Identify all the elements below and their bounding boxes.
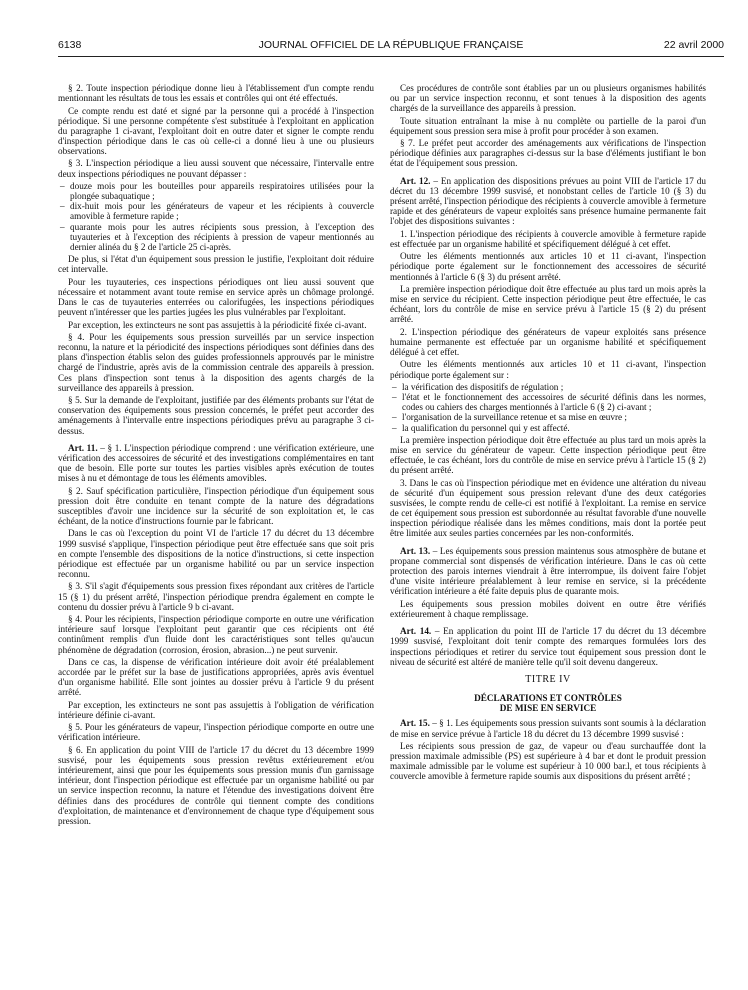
paragraph: [390, 251, 706, 281]
list-item: – quarante mois pour les autres récipients sous pression, à l'exception des tuyauteries et à l'exception des récipients à pression de vapeur mentionnés au dernier alinéa du § 2 de l'article 25 ci-après.: [70, 222, 374, 252]
paragraph: [58, 700, 374, 720]
paragraph-text: De plus, si l'état d'un équipement sous pression le justifie, l'exploitant doit réduire cet intervalle.: [58, 254, 374, 275]
publication-date: 22 avril 2000: [663, 39, 724, 51]
paragraph-text: Pour les tuyauteries, ces inspections périodiques ont lieu aussi souvent que nécessaire et notamment avant toute remise en service après un chômage prolongé. Dans le cas de tuyauteries enterrées ou calorifugées, les inspections périodiques peuvent n'intéresser que les parties jugées les plus vulnérables par l'exploitant.: [58, 276, 374, 318]
paragraph-text: § 4. Pour les récipients, l'inspection périodique comporte en outre une vérification intérieure sauf lorsque l'exploitant peut garantir que ces récipients ont été continûment remplis d'un fluide dont les caractéristiques sont telles qu'aucun phénomène de dégradation (corrosion, érosion, abrasion...) ne peut survenir.: [58, 614, 374, 655]
paragraph: [58, 745, 374, 826]
article-paragraph: [390, 546, 706, 597]
paragraph: [58, 657, 374, 698]
article-number: Art. 14.: [400, 626, 432, 637]
paragraph-text: – Les équipements sous pression maintenus sous atmosphère de butane et propane commercial sont dispensés de vérification intérieure. Dans le cas où cette protection des parois internes viendrait à être interrompue, ils doivent faire l'objet d'une visite intérieure préalablement à leur remise en service, si la précédente vérification intérieure a été faite depuis plus de quarante mois.: [390, 545, 706, 597]
paragraph: [58, 486, 374, 527]
paragraph-text: Ce compte rendu est daté et signé par la personne qui a procédé à l'inspection périodique. Si une personne compétente s'est substituée à l'exploitant en application du paragraphe 1 ci-avant, l'exploitant doit en outre dater et signer le compte rendu d'inspection périodique dans le cas où celle-ci a donné lieu à une ou plusieurs observations.: [58, 105, 374, 157]
paragraph: [390, 327, 706, 357]
paragraph-text: Les équipements sous pression mobiles doivent en outre être vérifiés extérieurement à chaque remplissage.: [390, 598, 706, 619]
list-item: – douze mois pour les bouteilles pour appareils respiratoires utilisées pour la plongée subaquatique ;: [70, 181, 374, 201]
paragraph: [390, 599, 706, 619]
article-paragraph: [390, 176, 706, 227]
paragraph-text: § 5. Pour les générateurs de vapeur, l'inspection périodique comporte en outre une vérification intérieure.: [58, 722, 374, 743]
journal-title: JOURNAL OFFICIEL DE LA RÉPUBLIQUE FRANÇAISE: [258, 39, 524, 51]
paragraph-text: Outre les éléments mentionnés aux articles 10 et 11 ci-avant, l'inspection périodique porte également sur :: [390, 359, 706, 380]
section-subtitle: DE MISE EN SERVICE: [499, 703, 597, 714]
paragraph: [390, 229, 706, 249]
paragraph-text: – En application du point III de l'article 17 du décret du 13 décembre 1999 susvisé, l'exploitant doit tenir compte des remarques formulées lors des inspections périodiques et retirer du service tout équipement sous pression dont le niveau de sécurité est altéré de manière telle qu'il soit devenu dangereux.: [390, 626, 706, 667]
paragraph-text: 3. Dans le cas où l'inspection périodique met en évidence une altération du niveau de sécurité d'un équipement sous pression relevant d'une des deux catégories susvisées, le compte rendu de celle-ci est notifié à l'exploitant. La remise en service de cet équipement sous pression est subordonnée au résultat favorable d'une nouvelle inspection périodique réalisée dans les mêmes conditions, mais dont la portée peut être limitée aux seules parties concernées par les non-conformités.: [390, 477, 706, 539]
paragraph: [58, 581, 374, 611]
paragraph: [58, 83, 374, 103]
paragraph: [390, 138, 706, 168]
paragraph-text: § 2. Toute inspection périodique donne lieu à l'établissement d'un compte rendu mentionnant les résultats de tous les essais et contrôles qui ont été effectués.: [58, 83, 374, 104]
paragraph: [390, 478, 706, 539]
paragraph: [58, 528, 374, 579]
list-item: – dix-huit mois pour les générateurs de vapeur et les récipients à couvercle amovible à fermeture rapide ;: [70, 201, 374, 221]
section-subtitle: DÉCLARATIONS ET CONTRÔLES: [474, 693, 622, 704]
paragraph-text: § 4. Pour les équipements sous pression surveillés par un service inspection reconnu, la nature et la périodicité des inspections périodiques sont définies dans des plans d'inspection établis selon des guides professionnels approuvés par le ministre chargé de l'industrie, après avis de la commission centrale des appareils à pression. Ces plans d'inspection sont tenus à la disposition des agents chargés de la surveillance des appareils à pression.: [58, 331, 374, 393]
page-header: [58, 39, 724, 55]
section-title: TITRE IV: [525, 673, 571, 685]
article-number: Art. 12.: [400, 175, 431, 186]
paragraph-text: § 7. Le préfet peut accorder des aménagements aux vérifications de l'inspection périodique définies aux paragraphes ci-dessus sur la base d'éléments justifiant le bon état de l'équipement sous pression.: [390, 138, 706, 169]
article-paragraph: [390, 626, 706, 667]
header-rule: [58, 56, 724, 57]
paragraph: [390, 83, 706, 113]
paragraph: [58, 277, 374, 318]
paragraph-text: Outre les éléments mentionnés aux articles 10 et 11 ci-avant, l'inspection périodique porte également sur le fonctionnement des accessoires de sécurité mentionnés à l'article 6 (§ 3) du présent arrêté.: [390, 251, 706, 282]
paragraph-text: § 2. Sauf spécification particulière, l'inspection périodique d'un équipement sous pression doit être conduite en tenant compte de la nature des dégradations susceptibles d'avoir une incidence sur la sécurité de son exploitation et, le cas échéant, de la notice d'instructions fournie par le fabricant.: [58, 485, 374, 527]
paragraph: [390, 116, 706, 136]
paragraph-text: § 5. Sur la demande de l'exploitant, justifiée par des éléments probants sur l'état de conservation des équipements sous pression concernés, le préfet peut accorder des aménagements à l'intervalle entre inspections périodiques prévu au paragraphe 3 ci-dessus.: [58, 395, 374, 436]
paragraph-text: 2. L'inspection périodique des générateurs de vapeur exploités sans présence humaine permanente est effectuée par un organisme habilité et spécifiquement délégué à cet effet.: [390, 326, 706, 358]
paragraph: [390, 741, 706, 782]
paragraph-text: Les récipients sous pression de gaz, de vapeur ou d'eau surchauffée dont la pression maximale admissible (PS) est supérieure à 4 bar et dont le produit pression maximale admissible par le volume est supérieur à 10 000 bar.l, et tous récipients à couvercle amovible à fermeture rapide soumis aux dispositions du présent arrêté ;: [390, 740, 706, 782]
paragraph: [58, 106, 374, 157]
list-item: – l'état et le fonctionnement des accessoires de sécurité définis dans les normes, codes ou cahiers des charges mentionnés à l'article 6 (§ 2) ci-avant ;: [402, 392, 706, 412]
list-item: – la qualification du personnel qui y est affecté.: [402, 423, 706, 433]
paragraph-text: § 3. L'inspection périodique a lieu aussi souvent que nécessaire, l'intervalle entre deux inspections périodiques ne pouvant dépasser :: [58, 158, 374, 179]
paragraph-text: Toute situation entraînant la mise à nu complète ou partielle de la paroi d'un équipement sous pression sera mise à profit pour procéder à son examen.: [390, 115, 706, 136]
paragraph-text: § 6. En application du point VIII de l'article 17 du décret du 13 décembre 1999 susvisé, pour les équipements sous pression revêtus extérieurement et/ou intérieurement, ainsi que pour les équipements sous pression munis d'un garnissage intérieur, dont l'inspection périodique est effectuée par un organisme habilité ou par un service inspection reconnu, la nature et l'étendue des investigations doivent être définies dans des procédures de contrôle qui tiennent compte des conditions d'exploitation, de maintenance et d'environnement de chaque type d'équipement sous pression.: [58, 744, 374, 826]
paragraph-text: Ces procédures de contrôle sont établies par un ou plusieurs organismes habilités ou par un service inspection reconnu, et sont tenues à la disposition des agents chargés de la surveillance des appareils à pression.: [390, 83, 706, 114]
paragraph-text: Dans ce cas, la dispense de vérification intérieure doit avoir été préalablement accordée par le préfet sur la base de justifications appropriées, après avis éventuel d'un organisme habilité. Elle sont jointes au dossier prévu à l'article 9 du présent arrêté.: [58, 656, 374, 698]
paragraph-text: – § 1. Les équipements sous pression suivants sont soumis à la déclaration de mise en service prévue à l'article 18 du décret du 13 décembre 1999 susvisé :: [390, 718, 706, 739]
paragraph: [58, 722, 374, 742]
paragraph-text: – En application des dispositions prévues au point VIII de l'article 17 du décret du 13 décembre 1999 susvisé, et nonobstant celles de l'article 10 (§ 3) du présent arrêté, l'inspection périodique des récipients à couvercle amovible à fermeture rapide et des générateurs de vapeur exploités sans présence humaine permanente fait l'objet des dispositions suivantes :: [390, 175, 706, 227]
paragraph: [58, 158, 374, 178]
dash-list: [390, 382, 706, 433]
article-number: Art. 11.: [68, 442, 98, 453]
paragraph-text: La première inspection périodique doit être effectuée au plus tard un mois après la mise en service du générateur de vapeur. Cette inspection périodique peut être effectuée, le cas échéant, lors du contrôle de mise en service prévu à l'article 15 (§ 2) du présent arrêté.: [390, 434, 706, 476]
paragraph: [58, 332, 374, 393]
paragraph-text: La première inspection périodique doit être effectuée au plus tard un mois après la mise en service du récipient. Cette inspection périodique peut être effectuée, le cas échéant, lors du contrôle de mise en service prévu à l'article 15 (§ 2) du présent arrêté.: [390, 283, 706, 325]
article-number: Art. 15.: [400, 718, 430, 729]
paragraph: [58, 614, 374, 655]
paragraph-text: Par exception, les extincteurs ne sont pas assujettis à l'obligation de vérification intérieure définie ci-avant.: [58, 699, 374, 720]
paragraph: [58, 320, 374, 330]
paragraph: [390, 284, 706, 325]
paragraph-text: 1. L'inspection périodique des récipients à couvercle amovible à fermeture rapide est effectuée par un organisme habilité et spécifiquement délégué à cet effet.: [390, 228, 706, 249]
list-item: – la vérification des dispositifs de régulation ;: [402, 382, 706, 392]
list-item: – l'organisation de la surveillance retenue et sa mise en œuvre ;: [402, 412, 706, 422]
dash-list: [58, 181, 374, 252]
paragraph-text: – § 1. L'inspection périodique comprend : une vérification extérieure, une vérification des accessoires de sécurité et des investigations complémentaires en tant que de besoin. Elle porte sur toutes les parties visibles après exécution de toutes mises à nu et démontage de tous les éléments amovibles.: [58, 442, 375, 484]
left-column: [58, 83, 374, 828]
paragraph: [390, 359, 706, 379]
paragraph-text: § 3. S'il s'agit d'équipements sous pression fixes répondant aux critères de l'article 15 (§ 1) du présent arrêté, l'inspection périodique prendra également en compte le contenu du dossier prévu à l'article 9 b ci-avant.: [58, 581, 374, 612]
paragraph: [58, 254, 374, 274]
right-column: [390, 83, 706, 784]
article-paragraph: [58, 443, 374, 484]
paragraph: [390, 435, 706, 476]
paragraph-text: Dans le cas où l'exception du point VI de l'article 17 du décret du 13 décembre 1999 susvisé s'applique, l'inspection périodique peut être effectuée sans que soit pris en compte l'ensemble des dispositions de la notice d'instructions, si cette inspection périodique est effectuée par un organisme habilité ou par un service inspection reconnu.: [58, 528, 374, 580]
page-number: 6138: [58, 39, 82, 51]
article-paragraph: [390, 718, 706, 738]
paragraph: [58, 395, 374, 436]
article-number: Art. 13.: [400, 545, 431, 556]
paragraph-text: Par exception, les extincteurs ne sont pas assujettis à la périodicité fixée ci-avant.: [68, 319, 367, 330]
